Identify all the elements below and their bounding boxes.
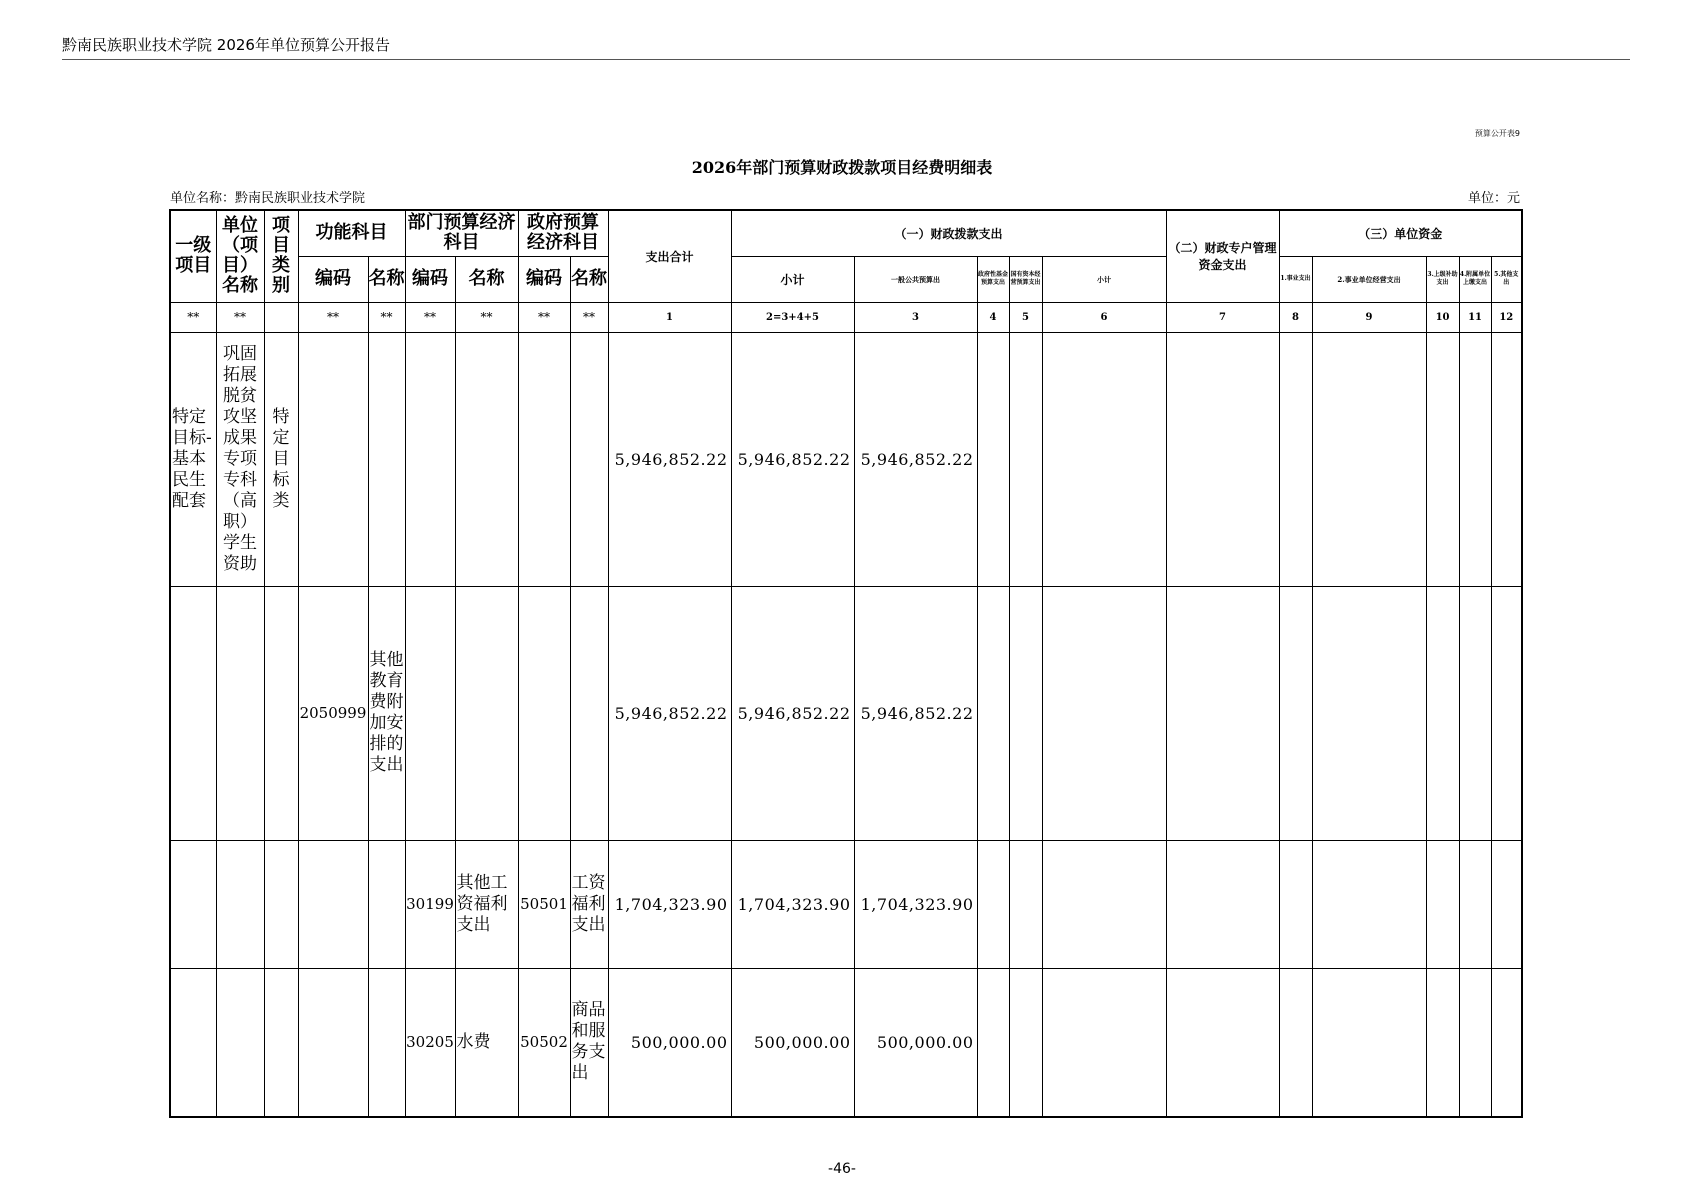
header-func-code: 编码 (298, 256, 368, 302)
cell-subtotal: 1,704,323.90 (731, 840, 854, 968)
index-cell: 9 (1312, 302, 1426, 332)
index-row (170, 302, 1522, 332)
cell-dept-name (455, 332, 518, 586)
cell-general: 5,946,852.22 (854, 332, 977, 586)
header-general-public-budget: 一般公共预算出 (854, 256, 977, 302)
index-cell: ** (368, 302, 405, 332)
cell-dept-code: 30205 (405, 968, 455, 1117)
cell-func-code (298, 840, 368, 968)
header-project-category: 项目类别 (264, 210, 298, 302)
cell-func-name (368, 968, 405, 1117)
table-row (170, 840, 1522, 968)
header-career-income: 1.事业支出 (1279, 256, 1312, 302)
cell-subtotal: 5,946,852.22 (731, 332, 854, 586)
cell-unit-project-name: 巩固拓展脱贫攻坚成果专项专科（高职）学生资助 (216, 332, 264, 586)
index-cell: 1 (608, 302, 731, 332)
header-gov-econ-subject: 政府预算经济科目 (518, 210, 608, 256)
cell-level1-project (170, 968, 216, 1117)
header-function-subject: 功能科目 (298, 210, 405, 256)
cell-general: 5,946,852.22 (854, 586, 977, 840)
header-func-name: 名称 (368, 256, 405, 302)
table-row (170, 332, 1522, 586)
cell-func-code (298, 968, 368, 1117)
index-cell: 7 (1166, 302, 1279, 332)
index-cell: 8 (1279, 302, 1312, 332)
cell-dept-name: 水费 (455, 968, 518, 1117)
cell-gov-code (518, 586, 570, 840)
header-expenditure-total: 支出合计 (608, 210, 731, 302)
index-cell: ** (298, 302, 368, 332)
running-header: 黔南民族职业技术学院 2026年单位预算公开报告 (62, 36, 390, 54)
cell-dept-code: 30199 (405, 840, 455, 968)
index-cell: 11 (1459, 302, 1491, 332)
header-fiscal-allocation: （一）财政拨款支出 (731, 210, 1166, 256)
table-row (170, 586, 1522, 840)
budget-table (169, 209, 1523, 1118)
index-cell: ** (405, 302, 455, 332)
cell-dept-name (455, 586, 518, 840)
index-cell: ** (570, 302, 608, 332)
index-cell: 10 (1426, 302, 1459, 332)
cell-project-category (264, 586, 298, 840)
header-business-income: 2.事业单位经营支出 (1312, 256, 1426, 302)
index-cell: 2=3+4+5 (731, 302, 854, 332)
header-gov-name: 名称 (570, 256, 608, 302)
index-cell: ** (216, 302, 264, 332)
header-other-income: 5.其他支出 (1491, 256, 1522, 302)
cell-gov-code: 50502 (518, 968, 570, 1117)
header-superior-subsidy: 3.上级补助支出 (1426, 256, 1459, 302)
cell-project-category: 特定目标类 (264, 332, 298, 586)
cell-level1-project (170, 840, 216, 968)
cell-project-category (264, 840, 298, 968)
cell-gov-code (518, 332, 570, 586)
cell-func-code (298, 332, 368, 586)
cell-subtotal: 500,000.00 (731, 968, 854, 1117)
header-unit-subtotal: 小计 (1042, 256, 1166, 302)
header-unit-project-name: 单位（项目）名称 (216, 210, 264, 302)
cell-subtotal: 5,946,852.22 (731, 586, 854, 840)
cell-dept-code (405, 332, 455, 586)
index-cell (264, 302, 298, 332)
header-level1-project: 一级项目 (170, 210, 216, 302)
cell-level1-project: 特定目标-基本民生配套 (170, 332, 216, 586)
header-unit-funds: （三）单位资金 (1279, 210, 1522, 256)
cell-project-category (264, 968, 298, 1117)
unit-label: 单位：元 (1467, 191, 1520, 206)
header-subtotal: 小计 (731, 256, 854, 302)
index-cell: 12 (1491, 302, 1522, 332)
header-gov-fund-budget: 政府性基金预算支出 (977, 256, 1009, 302)
cell-total: 500,000.00 (608, 968, 731, 1117)
cell-general: 500,000.00 (854, 968, 977, 1117)
cell-unit-project-name (216, 586, 264, 840)
index-cell: 4 (977, 302, 1009, 332)
cell-gov-name: 工资福利支出 (570, 840, 608, 968)
cell-func-name: 其他教育费附加安排的支出 (368, 586, 405, 840)
header-dept-code: 编码 (405, 256, 455, 302)
index-cell: 6 (1042, 302, 1166, 332)
cell-unit-project-name (216, 840, 264, 968)
index-cell: 5 (1009, 302, 1042, 332)
header-rule (62, 59, 1630, 60)
cell-level1-project (170, 586, 216, 840)
index-cell: ** (455, 302, 518, 332)
cell-gov-name (570, 332, 608, 586)
cell-func-name (368, 840, 405, 968)
cell-total: 1,704,323.90 (608, 840, 731, 968)
cell-total: 5,946,852.22 (608, 332, 731, 586)
cell-total: 5,946,852.22 (608, 586, 731, 840)
page-number: -46- (828, 1161, 856, 1177)
header-affiliated-income: 4.附属单位上缴支出 (1459, 256, 1491, 302)
header-gov-code: 编码 (518, 256, 570, 302)
cell-gov-name: 商品和服务支出 (570, 968, 608, 1117)
cell-func-name (368, 332, 405, 586)
cell-general: 1,704,323.90 (854, 840, 977, 968)
cell-dept-name: 其他工资福利支出 (455, 840, 518, 968)
unit-name: 单位名称：黔南民族职业技术学院 (170, 191, 366, 206)
index-cell: 3 (854, 302, 977, 332)
header-fiscal-special-account: （二）财政专户管理资金支出 (1166, 210, 1279, 302)
cell-gov-code: 50501 (518, 840, 570, 968)
cell-gov-name (570, 586, 608, 840)
index-cell: ** (170, 302, 216, 332)
table-row (170, 968, 1522, 1117)
table-code: 预算公开表9 (1474, 129, 1520, 138)
header-dept-name: 名称 (455, 256, 518, 302)
index-cell: ** (518, 302, 570, 332)
cell-unit-project-name (216, 968, 264, 1117)
page-title: 2026年部门预算财政拨款项目经费明细表 (691, 158, 993, 177)
cell-dept-code (405, 586, 455, 840)
header-state-capital-budget: 国有资本经营预算支出 (1009, 256, 1042, 302)
header-dept-econ-subject: 部门预算经济科目 (405, 210, 518, 256)
cell-func-code: 2050999 (298, 586, 368, 840)
